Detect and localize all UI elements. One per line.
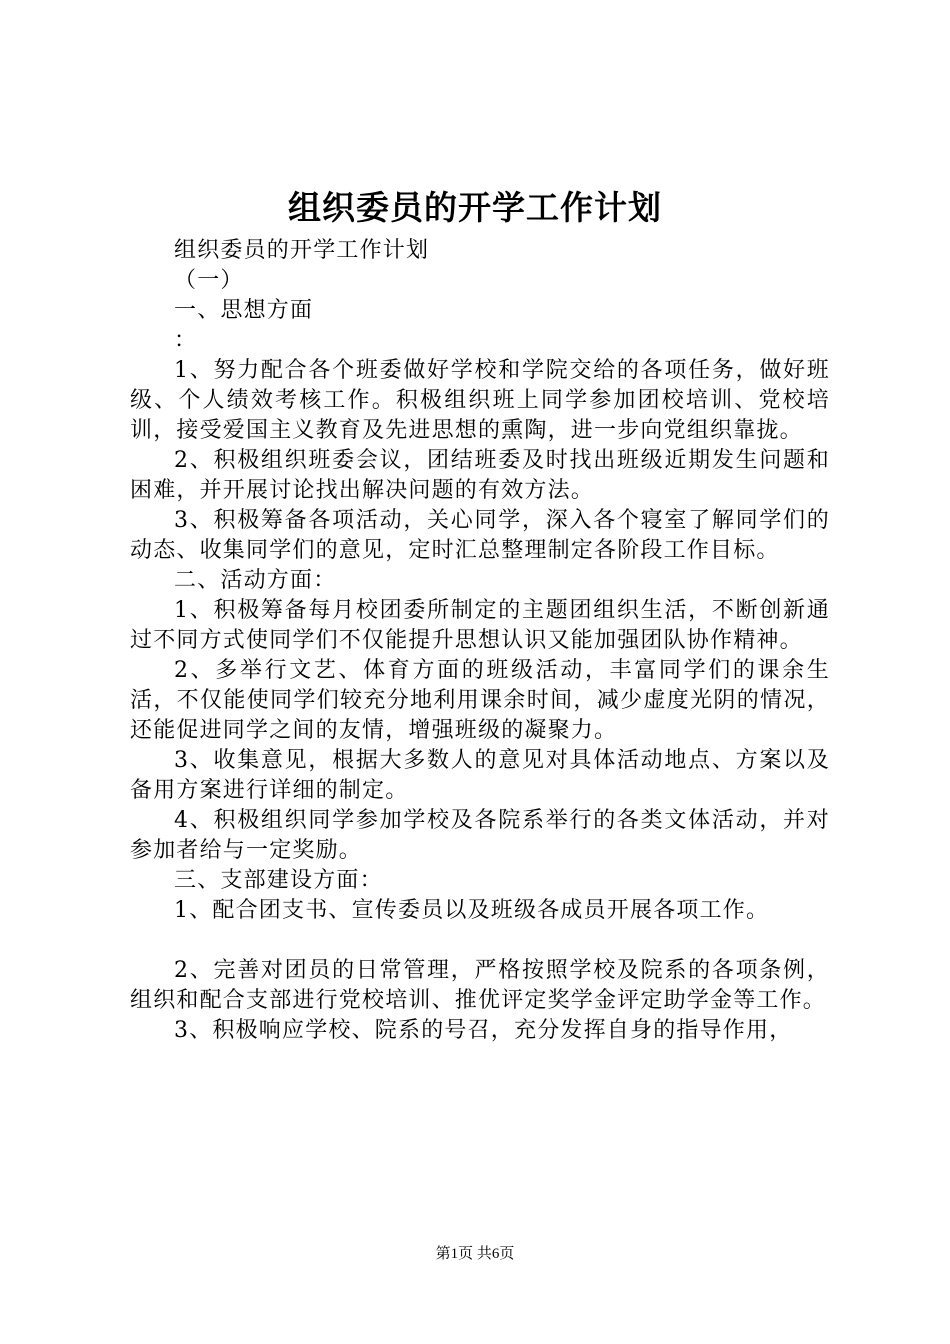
paragraph: （一）: [174, 268, 244, 293]
document-body: [130, 236, 830, 1046]
paragraph: 3、积极响应学校、院系的号召，充分发挥自身的指导作用，: [174, 1018, 793, 1043]
paragraph: 1、配合团支书、宣传委员以及班级各成员开展各项工作。: [174, 898, 770, 923]
document-title: 组织委员的开学工作计划: [288, 188, 662, 227]
paragraph: 2、完善对团员的日常管理，严格按照学校及院系的各项条例，组织和配合支部进行党校培训、推优评定奖学金评定助学金等工作。: [130, 958, 830, 1013]
section-heading: 三、支部建设方面：: [174, 868, 383, 893]
paragraph: 4、积极组织同学参加学校及各院系举行的各类文体活动，并对参加者给与一定奖励。: [130, 808, 830, 863]
page-footer: 第1页 共6页: [435, 1246, 515, 1262]
paragraph: 2、积极组织班委会议，团结班委及时找出班级近期发生问题和困难，并开展讨论找出解决问题的有效方法。: [130, 448, 830, 503]
paragraph: 1、努力配合各个班委做好学校和学院交给的各项任务，做好班级、个人绩效考核工作。积极组织班上同学参加团校培训、党校培训，接受爱国主义教育及先进思想的熏陶，进一步向党组织靠拢。: [130, 358, 830, 443]
section-heading: 二、活动方面：: [174, 568, 337, 593]
paragraph: 3、收集意见，根据大多数人的意见对具体活动地点、方案以及备用方案进行详细的制定。: [130, 748, 830, 803]
paragraph: 1、积极筹备每月校团委所制定的主题团组织生活，不断创新通过不同方式使同学们不仅能提升思想认识又能加强团队协作精神。: [130, 598, 830, 653]
paragraph: 3、积极筹备各项活动，关心同学，深入各个寝室了解同学们的动态、收集同学们的意见，定时汇总整理制定各阶段工作目标。: [130, 508, 830, 563]
section-heading: 一、思想方面: [174, 298, 314, 323]
paragraph: ：: [174, 328, 198, 353]
paragraph: 组织委员的开学工作计划: [174, 238, 430, 263]
paragraph: 2、多举行文艺、体育方面的班级活动，丰富同学们的课余生活，不仅能使同学们较充分地利用课余时间，减少虚度光阴的情况，还能促进同学之间的友情，增强班级的凝聚力。: [130, 658, 830, 743]
